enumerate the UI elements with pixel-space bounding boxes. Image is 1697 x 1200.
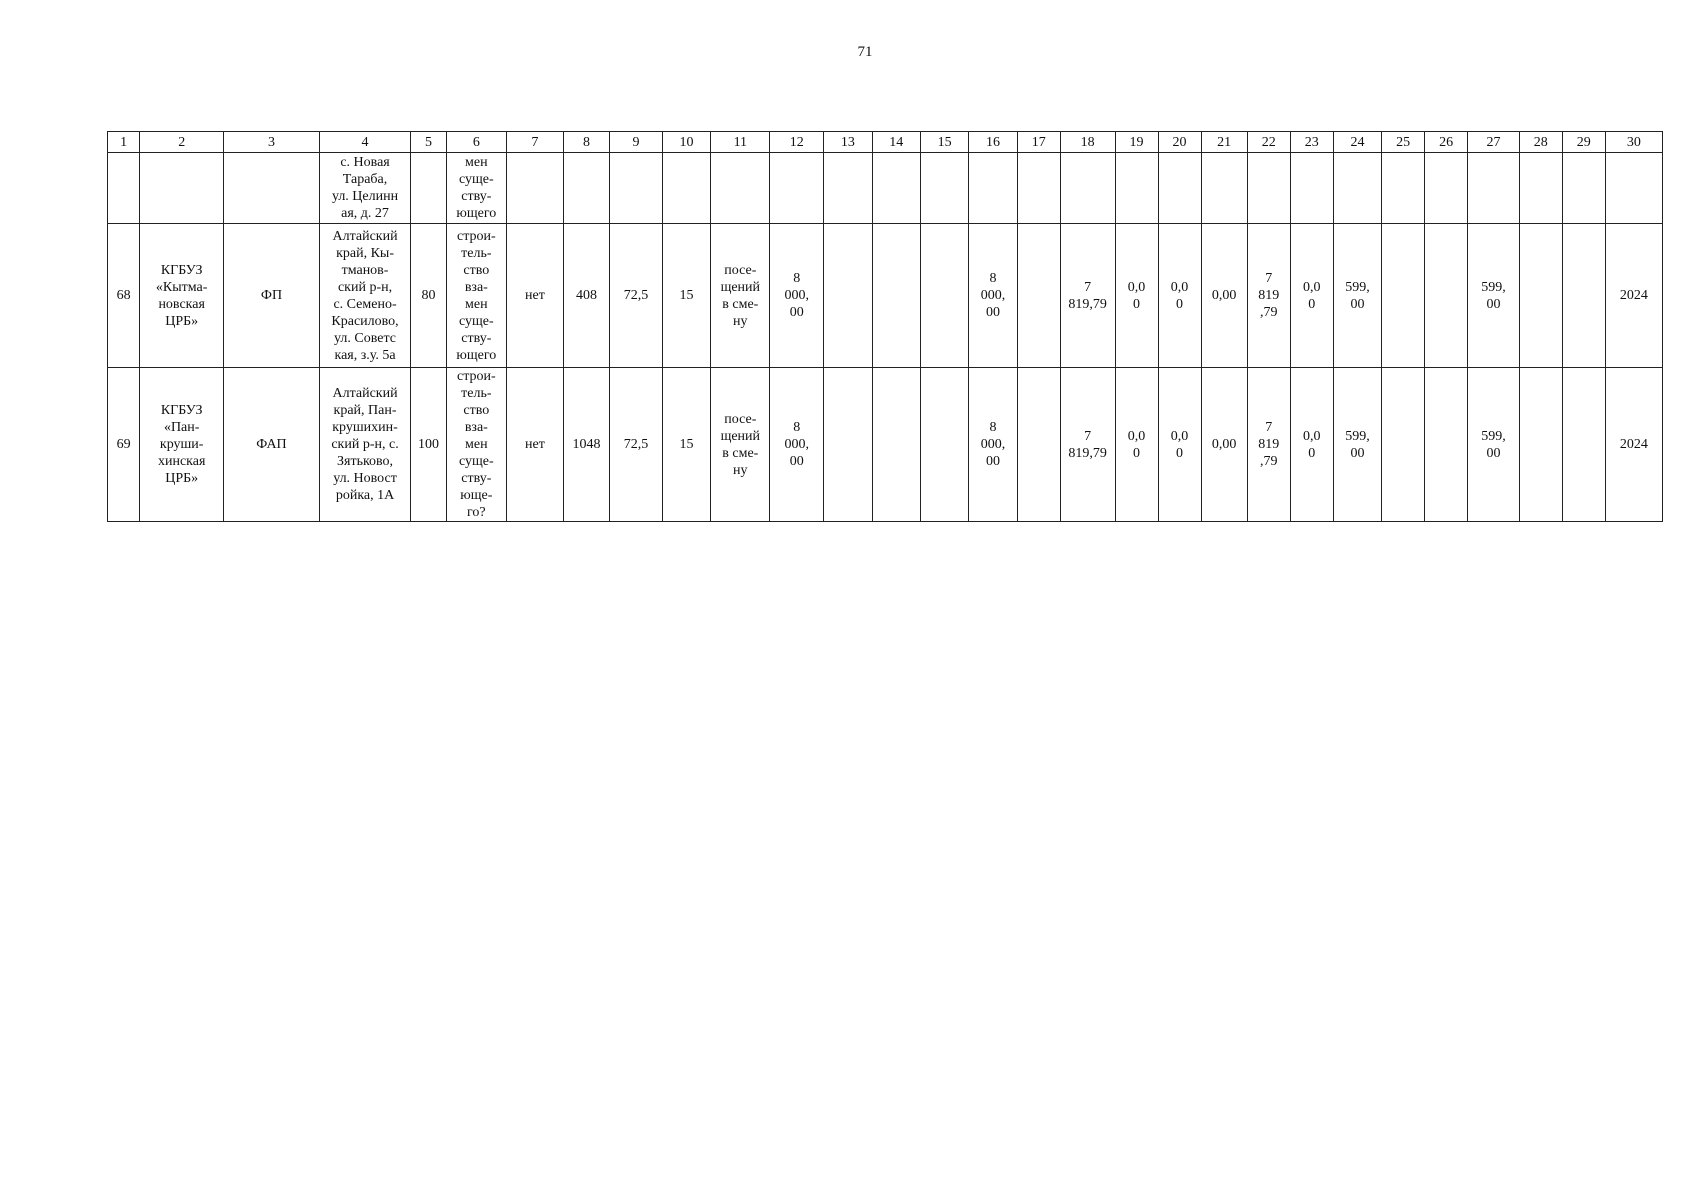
col-header: 29: [1562, 132, 1605, 153]
address-cell: Алтайский край, Кы- тманов- ский р-н, с. Семено- Красилово, ул. Советс кая, з.у. 5а: [319, 224, 410, 368]
table-row: [108, 224, 1663, 368]
year-cell: 2024: [1605, 224, 1662, 368]
year-cell: 2024: [1605, 368, 1662, 522]
col-header: 14: [872, 132, 920, 153]
col-header: 30: [1605, 132, 1662, 153]
cell: посе- щений в сме- ну: [711, 224, 770, 368]
cell: 599, 00: [1468, 224, 1520, 368]
col-header: 9: [610, 132, 663, 153]
cell: 100: [411, 368, 446, 522]
col-header: 26: [1425, 132, 1468, 153]
cell: 599, 00: [1333, 368, 1381, 522]
col-header: 27: [1468, 132, 1520, 153]
cell: 7 819,79: [1060, 224, 1115, 368]
cell: 599, 00: [1468, 368, 1520, 522]
continuation-row: [108, 153, 1663, 224]
cell: [920, 224, 968, 368]
cell: 8 000, 00: [770, 368, 824, 522]
col-header: 2: [140, 132, 224, 153]
col-header: 18: [1060, 132, 1115, 153]
cell: 72,5: [610, 224, 663, 368]
cell: 8 000, 00: [969, 224, 1017, 368]
col-header: 21: [1201, 132, 1247, 153]
cell: [1562, 368, 1605, 522]
cell: 15: [662, 368, 710, 522]
cell: 0,0 0: [1290, 368, 1333, 522]
col-header: 20: [1158, 132, 1201, 153]
cell: 80: [411, 224, 446, 368]
activity-cell: строи- тель- ство вза- мен суще- ству- юще- го?: [446, 368, 506, 522]
address-cell: Алтайский край, Пан- крушихин- ский р-н, с. Зятьково, ул. Новост ройка, 1А: [319, 368, 410, 522]
cell: 0,0 0: [1158, 224, 1201, 368]
cell: 408: [563, 224, 609, 368]
cell: 599, 00: [1333, 224, 1381, 368]
cell: [824, 368, 872, 522]
cell: 1048: [563, 368, 609, 522]
cell: 7 819 ,79: [1247, 368, 1290, 522]
cell: 72,5: [610, 368, 663, 522]
col-header: 12: [770, 132, 824, 153]
table-row: [108, 368, 1663, 522]
cell: [1017, 224, 1060, 368]
cell: [1425, 224, 1468, 368]
col-header: 11: [711, 132, 770, 153]
institution-cell: КГБУЗ «Пан- круши- хинская ЦРБ»: [140, 368, 224, 522]
cell: 0,0 0: [1290, 224, 1333, 368]
col-header: 7: [506, 132, 563, 153]
row-number: 69: [108, 368, 140, 522]
col-header: 24: [1333, 132, 1381, 153]
row-number: 68: [108, 224, 140, 368]
cell: [1382, 368, 1425, 522]
cell: 0,0 0: [1115, 368, 1158, 522]
cell: [1519, 368, 1562, 522]
cell: посе- щений в сме- ну: [711, 368, 770, 522]
cell: 15: [662, 224, 710, 368]
col-header: 6: [446, 132, 506, 153]
col-header: 17: [1017, 132, 1060, 153]
data-table: [107, 131, 1663, 522]
col-header: 10: [662, 132, 710, 153]
cell: [920, 368, 968, 522]
cell: 0,0 0: [1158, 368, 1201, 522]
cell: 8 000, 00: [969, 368, 1017, 522]
cell: 7 819,79: [1060, 368, 1115, 522]
col-header: 16: [969, 132, 1017, 153]
cell: [824, 224, 872, 368]
col-header: 1: [108, 132, 140, 153]
col-header: 3: [224, 132, 320, 153]
cell: [1017, 368, 1060, 522]
col-header: 4: [319, 132, 410, 153]
activity-cell: мен суще- ству- ющего: [446, 153, 506, 224]
cell: 7 819 ,79: [1247, 224, 1290, 368]
cell: 0,00: [1201, 224, 1247, 368]
activity-cell: строи- тель- ство вза- мен суще- ству- ющего: [446, 224, 506, 368]
cell: 0,00: [1201, 368, 1247, 522]
address-cell: с. Новая Тараба, ул. Целинн ая, д. 27: [319, 153, 410, 224]
cell: [1519, 224, 1562, 368]
col-header: 8: [563, 132, 609, 153]
col-header: 5: [411, 132, 446, 153]
cell: [1425, 368, 1468, 522]
col-header: 15: [920, 132, 968, 153]
col-header: 28: [1519, 132, 1562, 153]
col-header: 25: [1382, 132, 1425, 153]
page-number: 71: [857, 44, 873, 60]
cell: [1382, 224, 1425, 368]
col-header: 23: [1290, 132, 1333, 153]
facility-type: ФП: [224, 224, 320, 368]
col-header: 19: [1115, 132, 1158, 153]
cell: [872, 224, 920, 368]
cell: нет: [506, 368, 563, 522]
col-header: 13: [824, 132, 872, 153]
cell: нет: [506, 224, 563, 368]
institution-cell: КГБУЗ «Кытма- новская ЦРБ»: [140, 224, 224, 368]
header-row: [108, 132, 1663, 153]
cell: [872, 368, 920, 522]
cell: [1562, 224, 1605, 368]
cell: 0,0 0: [1115, 224, 1158, 368]
cell: 8 000, 00: [770, 224, 824, 368]
facility-type: ФАП: [224, 368, 320, 522]
col-header: 22: [1247, 132, 1290, 153]
